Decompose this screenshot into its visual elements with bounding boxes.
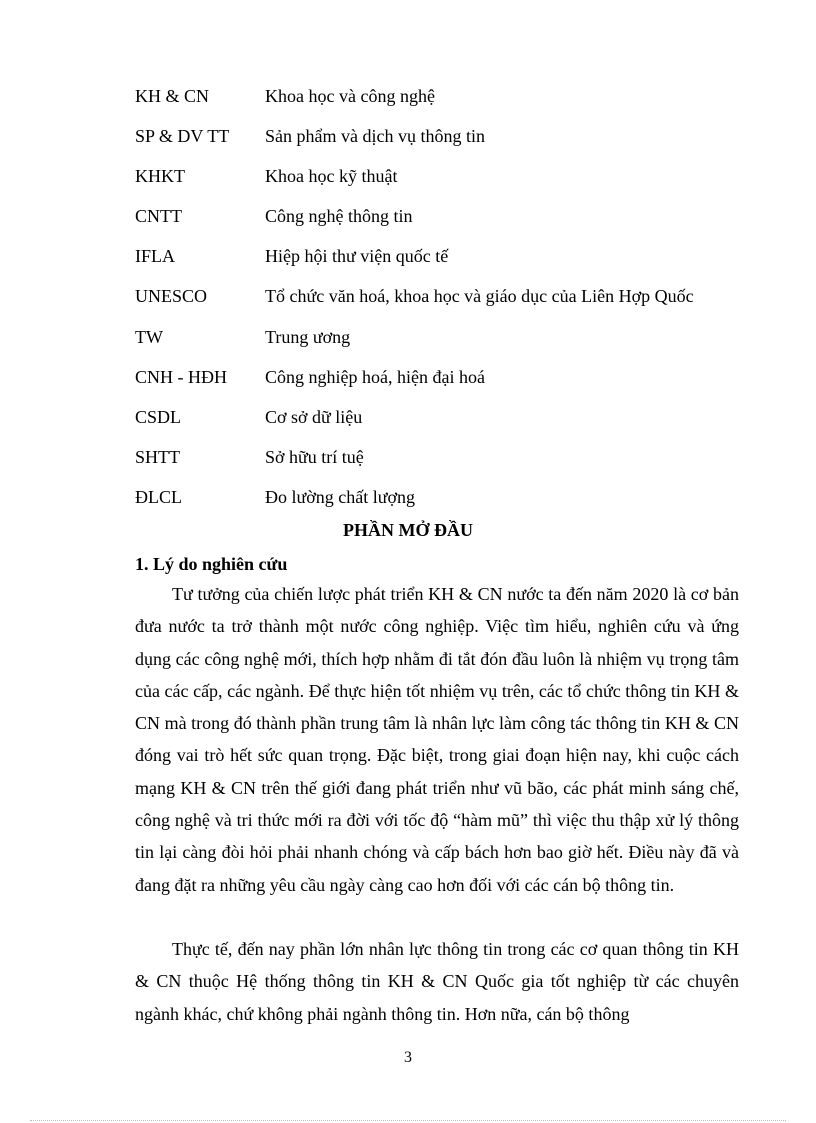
abbreviation-definition: Hiệp hội thư viện quốc tế [265, 246, 449, 266]
abbreviation-definition: Công nghệ thông tin [265, 206, 413, 226]
abbreviation-definition: Khoa học và công nghệ [265, 86, 435, 106]
abbreviation-definition: Sở hữu trí tuệ [265, 447, 364, 467]
abbreviation-term: CSDL [135, 407, 182, 427]
abbreviation-term: KHKT [135, 166, 185, 186]
body-paragraph: Thực tế, đến nay phần lớn nhân lực thông tin trong các cơ quan thông tin KH & CN thuộc Hệ thống thông tin KH & CN Quốc gia tốt nghiệp từ các chuyên ngành khác, chứ không phải ngành thông tin. Hơn nữa, cán bộ thông [135, 939, 739, 1024]
abbreviation-term: SHTT [135, 447, 180, 467]
abbreviation-term: SP & DV TT [135, 126, 230, 146]
abbreviation-definition: Công nghiệp hoá, hiện đại hoá [265, 367, 485, 387]
abbreviation-definition: Tổ chức văn hoá, khoa học và giáo dục của Liên Hợp Quốc [265, 286, 694, 306]
abbreviation-definition: Sản phẩm và dịch vụ thông tin [265, 126, 485, 146]
abbreviation-term: CNTT [135, 206, 182, 226]
abbreviation-term: IFLA [135, 246, 175, 266]
abbreviation-term: ĐLCL [135, 487, 182, 507]
abbreviation-definition: Cơ sở dữ liệu [265, 407, 363, 427]
body-paragraph: Tư tưởng của chiến lược phát triển KH & CN nước ta đến năm 2020 là cơ bản đưa nước ta trở thành một nước công nghiệp. Việc tìm hiểu, nghiên cứu và ứng dụng các công nghệ mới, thích hợp nhằm đi tắt đón đầu luôn là nhiệm vụ trọng tâm của các cấp, các ngành. Để thực hiện tốt nhiệm vụ trên, các tổ chức thông tin KH & CN mà trong đó thành phần trung tâm là nhân lực làm công tác thông tin KH & CN đóng vai trò hết sức quan trọng. Đặc biệt, trong giai đoạn hiện nay, khi cuộc cách mạng KH & CN trên thế giới đang phát triển như vũ bão, các phát minh sáng chế, công nghệ và tri thức mới ra đời với tốc độ “hàm mũ” thì việc thu thập xử lý thông tin lại càng đòi hỏi phải nhanh chóng và cấp bách hơn bao giờ hết. Điều này đã và đang đặt ra những yêu cầu ngày càng cao hơn đối với các cán bộ thông tin. [135, 584, 739, 895]
abbreviation-definition: Khoa học kỹ thuật [265, 166, 398, 186]
abbreviation-term: TW [135, 327, 163, 347]
abbreviation-definition: Đo lường chất lượng [265, 487, 416, 507]
abbreviation-term: UNESCO [135, 286, 208, 306]
section-title: PHẦN MỞ ĐẦU [343, 520, 473, 540]
abbreviation-term: CNH - HĐH [135, 367, 227, 387]
page-divider [30, 1120, 786, 1121]
abbreviation-definition: Trung ương [265, 327, 351, 347]
page-number: 3 [404, 1049, 412, 1066]
subsection-heading: 1. Lý do nghiên cứu [135, 554, 288, 574]
abbreviation-term: KH & CN [135, 86, 210, 106]
